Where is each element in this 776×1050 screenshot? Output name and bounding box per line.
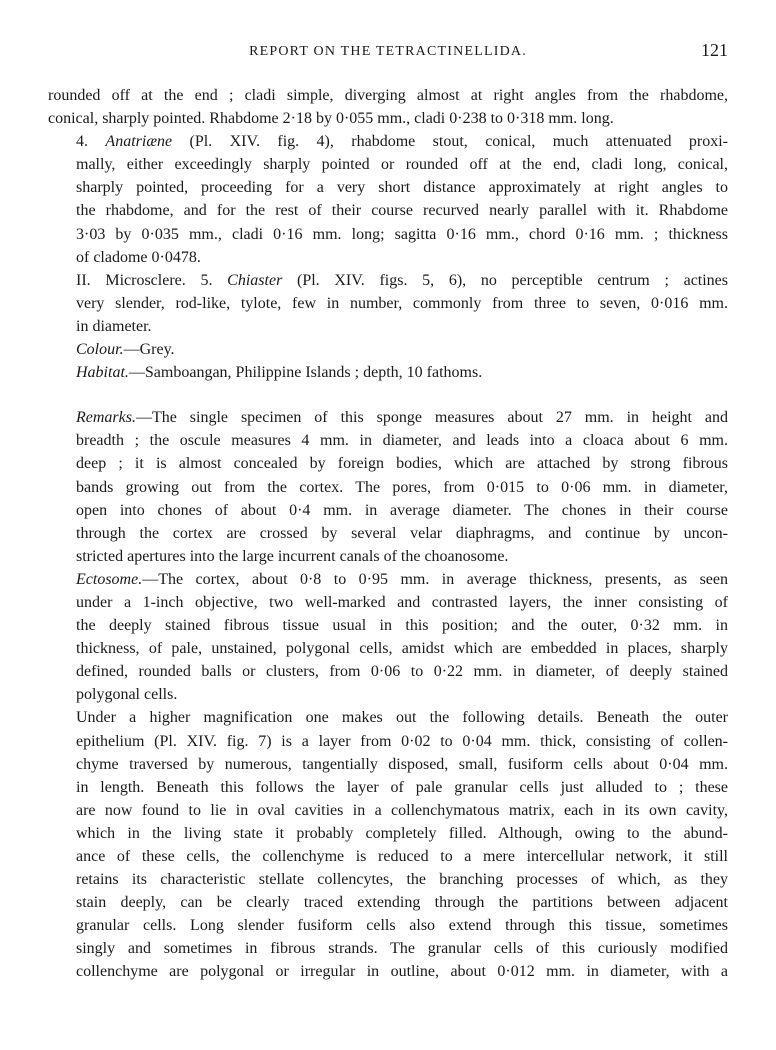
text-line: of cladome 0·0478.: [76, 248, 201, 266]
text-line: stain deeply, can be clearly traced extending through the partitions between adjacent: [76, 894, 728, 912]
text-line: in length. Beneath this follows the layer of pale granular cells just alluded to ; these: [76, 778, 728, 796]
text-line: in diameter.: [76, 317, 152, 335]
text-line: collenchyme are polygonal or irregular in outline, about 0·012 mm. in diameter, with a: [76, 963, 728, 981]
text-line: epithelium (Pl. XIV. fig. 7) is a layer from 0·02 to 0·04 mm. thick, consisting of collen-: [76, 732, 728, 750]
running-title: REPORT ON THE TETRACTINELLIDA.: [249, 44, 527, 59]
italic-term: Colour.: [76, 341, 124, 359]
text-line: defined, rounded balls or clusters, from 0·06 to 0·22 mm. in diameter, of deeply stained: [76, 663, 728, 681]
italic-term: Anatriæne: [105, 133, 173, 151]
paragraph: [48, 338, 728, 361]
text-line: stricted apertures into the large incurrent canals of the choanosome.: [76, 547, 509, 565]
text-line: breadth ; the oscule measures 4 mm. in diameter, and leads into a cloaca about 6 mm.: [76, 432, 728, 450]
paragraph: [48, 269, 728, 338]
paragraph: [48, 84, 728, 130]
text-run: —Samboangan, Philippine Islands ; depth, 10 fathoms.: [128, 364, 483, 382]
text-line: through the cortex are crossed by several velar diaphragms, and continue by uncon-: [76, 524, 728, 542]
paragraph: [48, 361, 728, 384]
item-number: II. Microsclere. 5.: [76, 271, 213, 289]
text-line: open into chones of about 0·4 mm. in average diameter. The chones in their course: [76, 501, 728, 519]
text-line: under a 1-inch objective, two well-marked and contrasted layers, the inner consisting of: [76, 593, 728, 611]
body-text: [48, 84, 728, 984]
running-header: [48, 40, 728, 68]
italic-term: Habitat.: [76, 364, 129, 382]
text-run: (Pl. XIV. fig. 4), rhabdome stout, conical, much attenuated proxi-: [172, 133, 729, 151]
text-line: mally, either exceedingly sharply pointed or rounded off at the end, cladi long, conical,: [76, 156, 728, 174]
text-line: conical, sharply pointed. Rhabdome 2·18 by 0·055 mm., cladi 0·238 to 0·318 mm. long.: [48, 110, 614, 128]
text-line: very slender, rod-like, tylote, few in number, commonly from three to seven, 0·016 mm.: [76, 294, 728, 312]
paragraph: [48, 130, 728, 269]
paragraph: [48, 406, 728, 568]
text-line: polygonal cells.: [76, 686, 178, 704]
text-line: ance of these cells, the collenchyme is reduced to a mere intercellular network, it still: [76, 848, 728, 865]
text-line: sharply pointed, proceeding for a very short distance approximately at right angles to: [76, 179, 728, 197]
text-line: thickness, of pale, unstained, polygonal cells, amidst which are embedded in places, sharply: [76, 640, 728, 658]
text-run: —The single specimen of this sponge measures about 27 mm. in height and: [135, 409, 728, 427]
text-line: deep ; it is almost concealed by foreign bodies, which are attached by strong fibrous: [76, 455, 728, 473]
text-run: —Grey.: [123, 341, 175, 359]
italic-term: Ectosome.: [76, 570, 143, 588]
text-run: —The cortex, about 0·8 to 0·95 mm. in average thickness, presents, as seen: [142, 570, 728, 588]
text-line: chyme traversed by numerous, tangentially disposed, small, fusiform cells about 0·04 mm.: [76, 755, 728, 773]
paragraph: [48, 568, 728, 707]
italic-term: Remarks.: [76, 409, 136, 427]
text-line: Under a higher magnification one makes out the following details. Beneath the outer: [76, 709, 728, 727]
text-line: which in the living state it probably completely filled. Although, owing to the abund-: [76, 824, 728, 842]
text-line: the deeply stained fibrous tissue usual in this position; and the outer, 0·32 mm. in: [76, 617, 728, 635]
text-line: granular cells. Long slender fusiform cells also extend through this tissue, sometimes: [76, 917, 728, 935]
text-line: [48, 269, 728, 292]
text-line: [48, 568, 728, 591]
page-number: 121: [701, 40, 728, 60]
text-line: 3·03 by 0·035 mm., cladi 0·16 mm. long; sagitta 0·16 mm., chord 0·16 mm. ; thickness: [76, 225, 728, 243]
item-number: 4.: [76, 133, 88, 151]
text-line: singly and sometimes in fibrous strands. The granular cells of this curiously modified: [76, 940, 728, 958]
text-line: [48, 361, 728, 384]
text-line: are now found to lie in oval cavities in a collenchymatous matrix, each in its own cavity,: [76, 801, 728, 819]
text-line: [48, 406, 728, 429]
text-line: the rhabdome, and for the rest of their course recurved nearly parallel with it. Rhabdome: [76, 202, 728, 220]
text-line: [48, 338, 728, 361]
text-line: [48, 130, 728, 153]
text-run: (Pl. XIV. figs. 5, 6), no perceptible centrum ; actines: [282, 271, 729, 289]
italic-term: Chiaster: [227, 271, 283, 289]
text-line: retains its characteristic stellate collencytes, the branching processes of which, as they: [76, 871, 728, 889]
paragraph: [48, 706, 728, 983]
text-line: bands growing out from the cortex. The pores, from 0·015 to 0·06 mm. in diameter,: [76, 478, 728, 496]
text-line: rounded off at the end ; cladi simple, diverging almost at right angles from the rhabdome,: [48, 87, 728, 104]
